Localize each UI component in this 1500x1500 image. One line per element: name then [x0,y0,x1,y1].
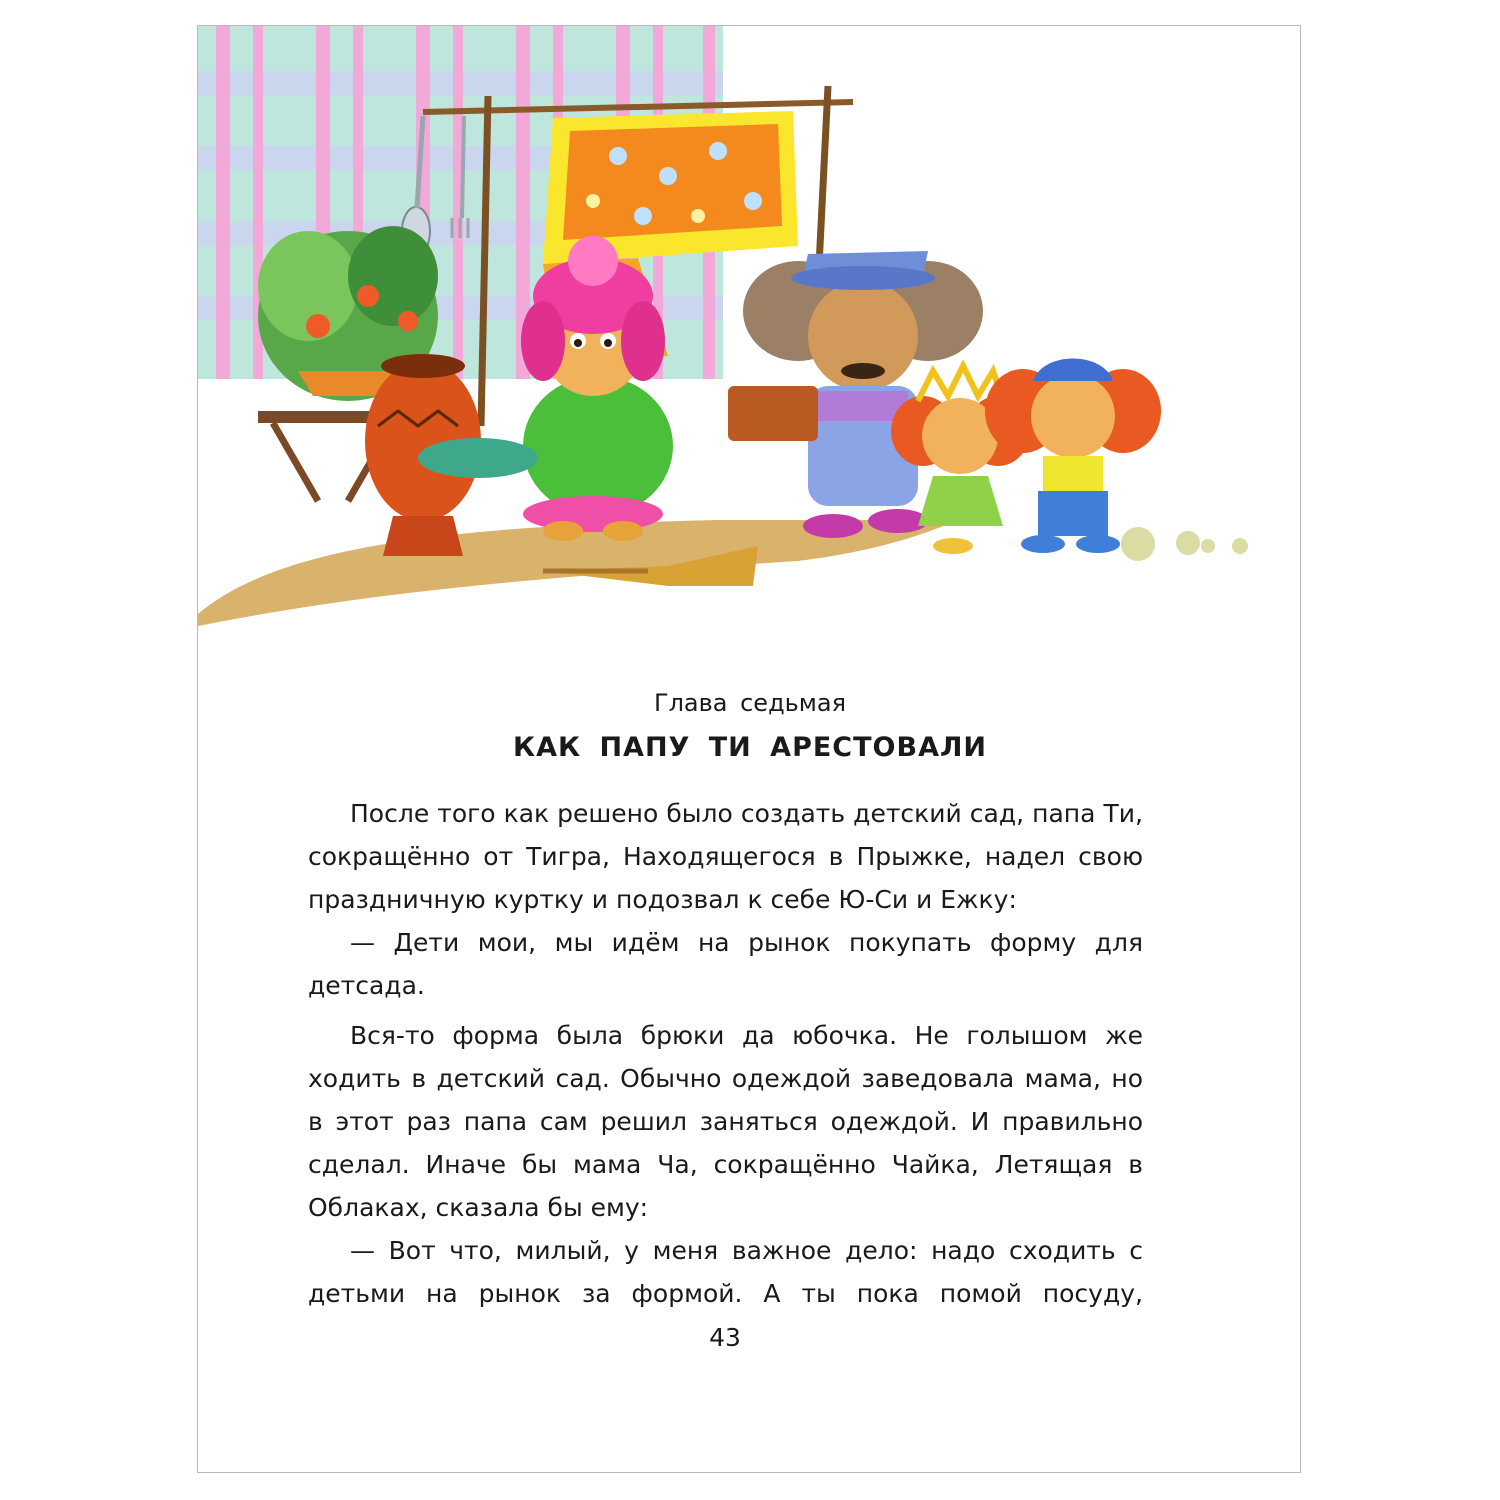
chapter-label: Глава седьмая [653,689,847,717]
decor-dot [1176,531,1200,555]
paragraph: — Вот что, милый, у меня важное дело: надо сходить с детьми на рынок за формой. А ты пока помой посуду, [308,1236,1143,1308]
paragraph: — Дети мои, мы идём на рынок покупать форму для детсада. [308,928,1143,1000]
book-page [197,25,1301,1473]
chapter-title: КАК ПАПУ ТИ АРЕСТОВАЛИ [513,732,987,763]
paragraph: Вся-то форма была брюки да юбочка. Не голышом же ходить в детский сад. Обычно одеждой заведовала мама, но в этот раз папа сам решил заняться одеждой. И правильно сделал. Иначе бы мама Ча, сокращённо Чайка, Летящая в Облаках, сказала бы ему: [308,1021,1143,1222]
decor-dot [1121,527,1155,561]
decor-dot [1201,539,1215,553]
paragraph: После того как решено было создать детский сад, папа Ти, сокращённо от Тигра, Находящегося в Прыжке, надел свою праздничную куртку и подозвал к себе Ю-Си и Ежку: [308,799,1143,914]
page-number: 43 [709,1323,741,1352]
decor-dot [1232,538,1248,554]
body-text [308,792,1143,1315]
chapter-illustration [198,26,1301,626]
